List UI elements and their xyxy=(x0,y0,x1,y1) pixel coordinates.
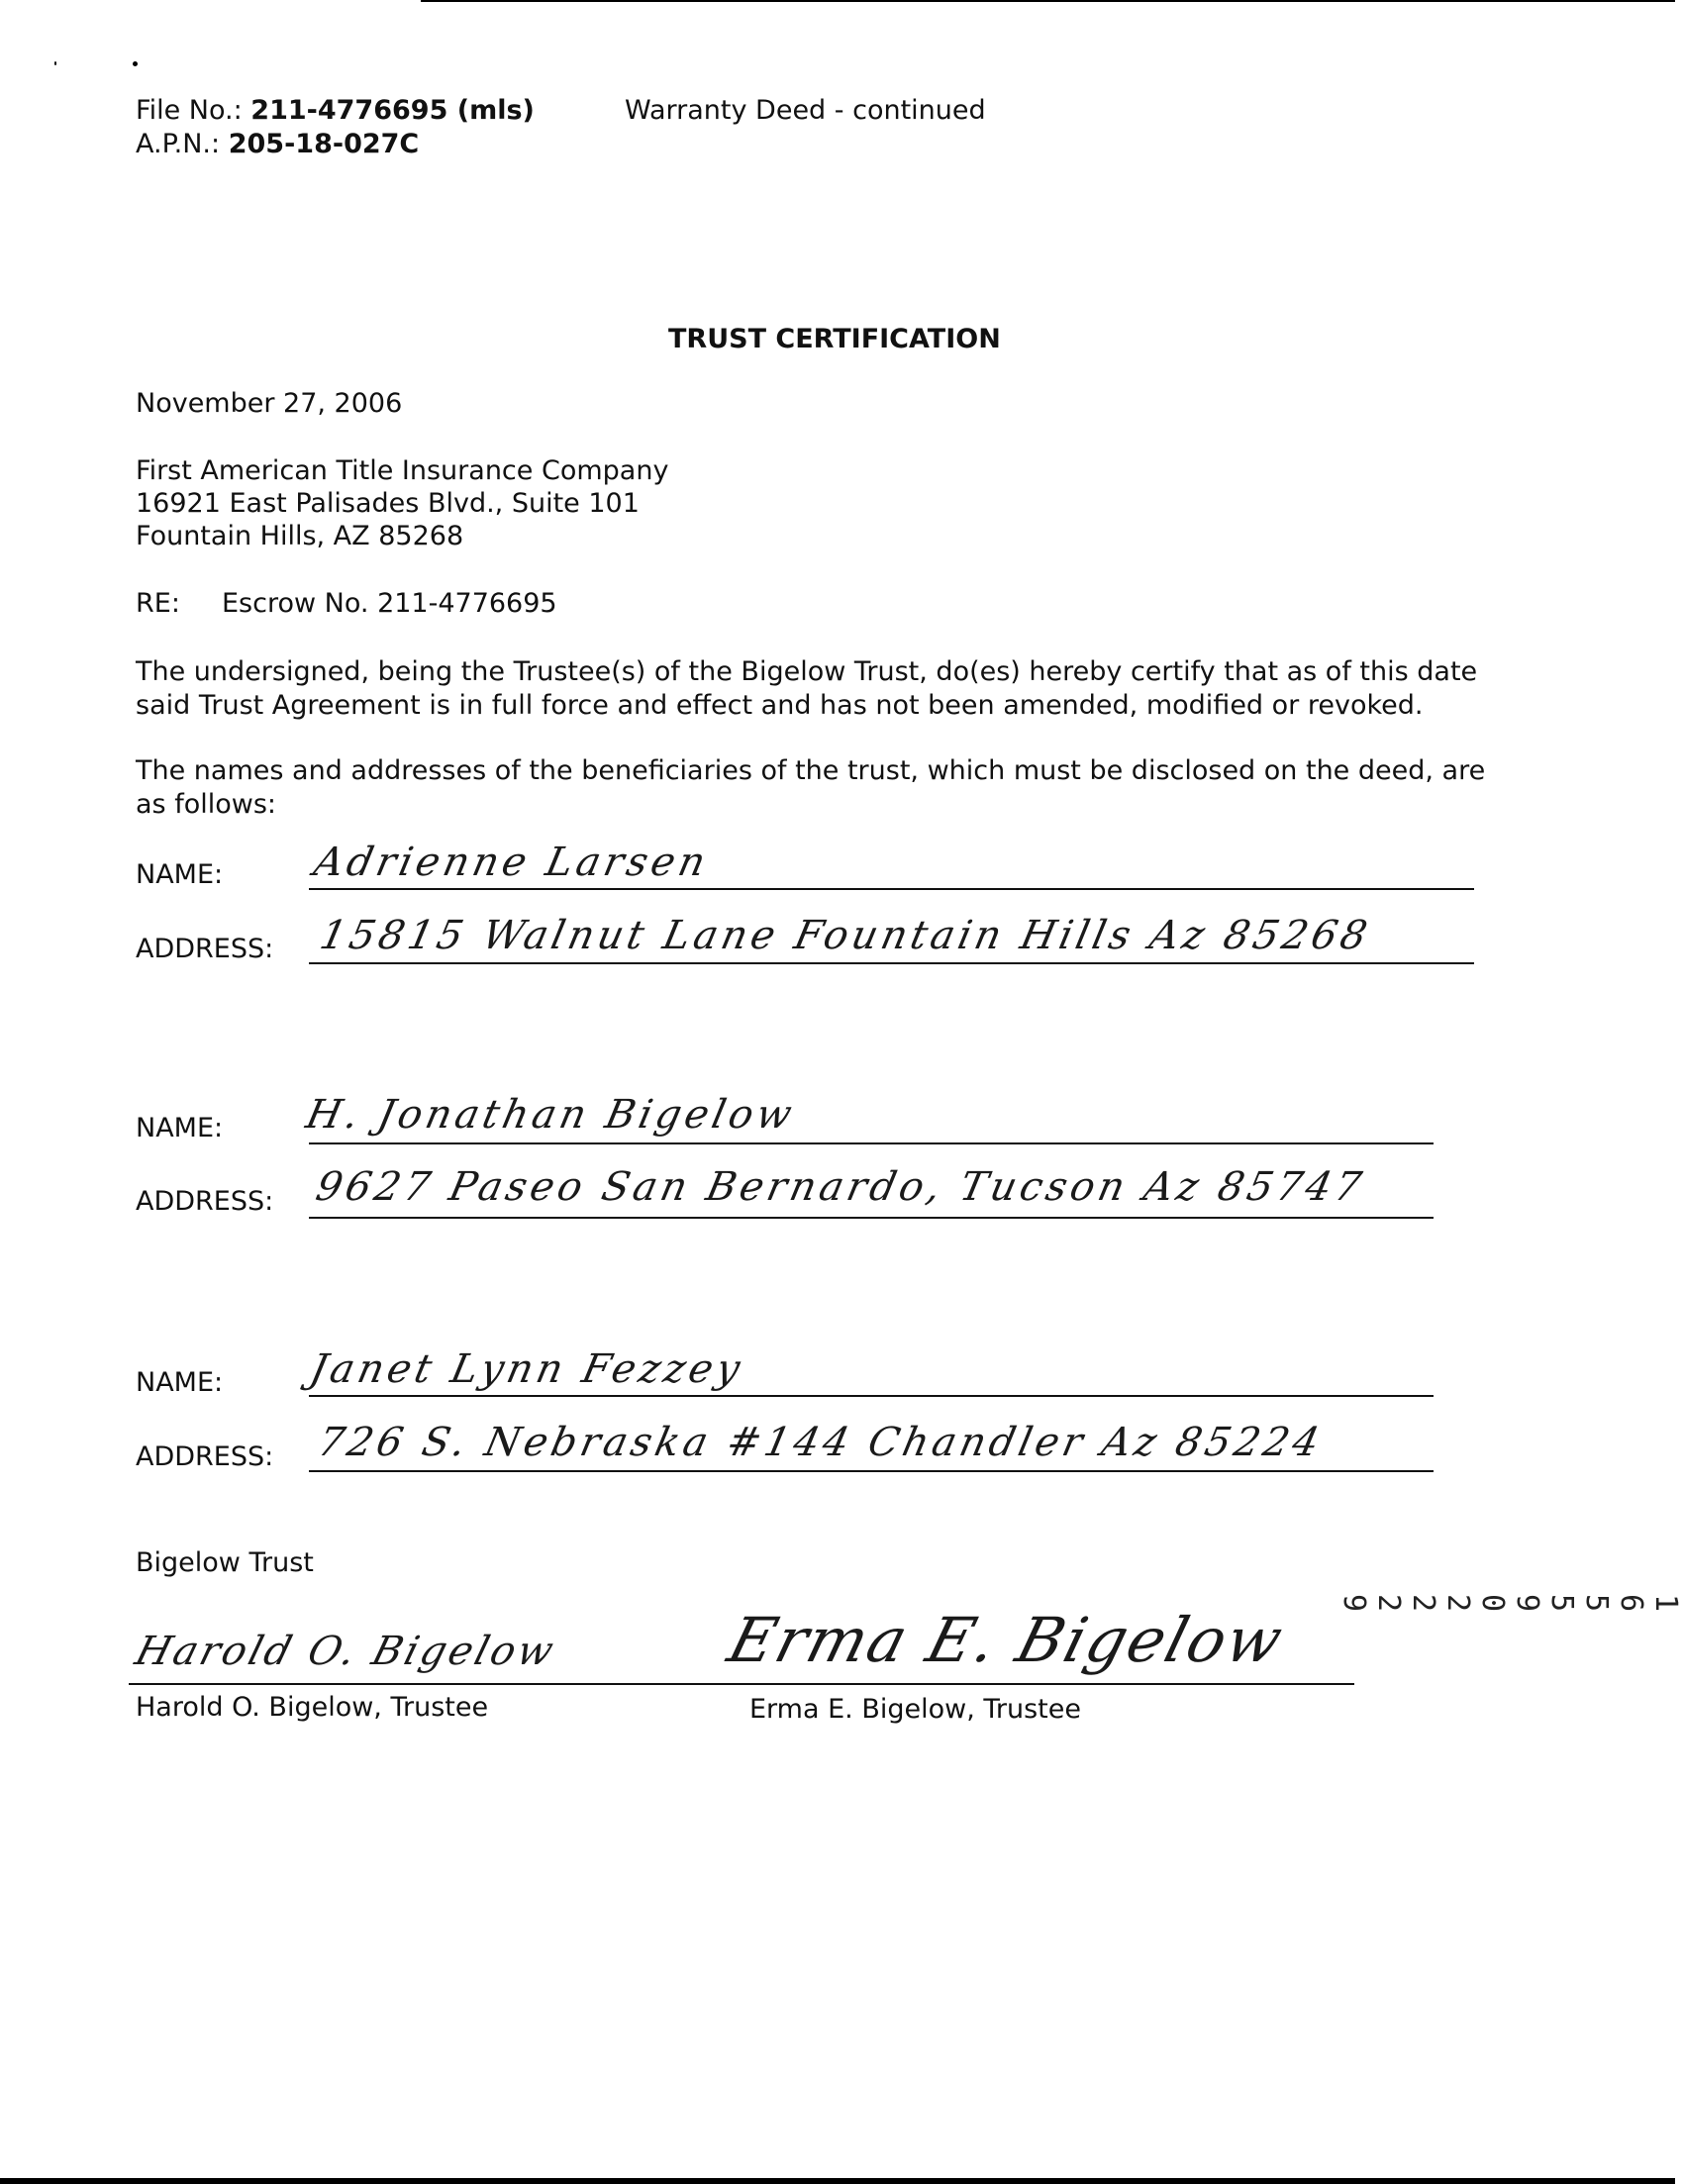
addressee-line-1: First American Title Insurance Company xyxy=(136,455,669,486)
top-edge-rule xyxy=(421,0,1675,2)
page-title: TRUST CERTIFICATION xyxy=(668,324,1001,354)
apn-label: A.P.N.: xyxy=(136,129,221,159)
beneficiaries-intro: The names and addresses of the beneficiaries of the trust, which must be disclosed on the deed, are as follows: xyxy=(136,755,1486,820)
name-label: NAME: xyxy=(136,1113,224,1143)
scan-speck xyxy=(54,61,56,65)
trustee-1-signature: Harold O. Bigelow xyxy=(130,1629,561,1674)
name-label: NAME: xyxy=(136,859,224,890)
beneficiary-name-handwritten: H. Jonathan Bigelow xyxy=(302,1092,800,1138)
document-title: Warranty Deed - continued xyxy=(625,95,986,126)
beneficiary-name-handwritten: Adrienne Larsen xyxy=(310,840,714,885)
beneficiary-name-handwritten: Janet Lynn Fezzey xyxy=(306,1346,748,1392)
addressee-line-3: Fountain Hills, AZ 85268 xyxy=(136,521,464,551)
address-label: ADDRESS: xyxy=(136,1186,274,1217)
trustee-2-signature: Erma E. Bigelow xyxy=(721,1604,1292,1676)
file-number-label: File No.: xyxy=(136,95,243,126)
address-line xyxy=(309,1470,1434,1472)
name-line xyxy=(309,888,1474,890)
apn-number xyxy=(136,129,419,159)
name-line xyxy=(309,1142,1434,1144)
file-number-value: 211-4776695 (mls) xyxy=(250,95,535,126)
trust-name: Bigelow Trust xyxy=(136,1547,314,1578)
address-label: ADDRESS: xyxy=(136,1441,274,1472)
address-label: ADDRESS: xyxy=(136,934,274,964)
re-escrow: Escrow No. 211-4776695 xyxy=(222,588,557,619)
name-line xyxy=(309,1395,1434,1397)
beneficiary-address-handwritten: 9627 Paseo San Bernardo, Tucson Az 85747 xyxy=(312,1164,1369,1210)
scan-speck xyxy=(133,61,138,66)
trustee-2-caption: Erma E. Bigelow, Trustee xyxy=(749,1694,1081,1725)
certification-paragraph: The undersigned, being the Trustee(s) of the Bigelow Trust, do(es) hereby certify that as of this date said Trust Agreement is in full force and effect and has not been amended, modified or revoked. xyxy=(136,656,1478,721)
name-label: NAME: xyxy=(136,1367,224,1398)
re-label: RE: xyxy=(136,588,180,619)
beneficiary-address-handwritten: 15815 Walnut Lane Fountain Hills Az 85268 xyxy=(316,913,1375,958)
address-line xyxy=(309,962,1474,964)
addressee-line-2: 16921 East Palisades Blvd., Suite 101 xyxy=(136,488,640,519)
bottom-edge-rule xyxy=(0,2178,1675,2184)
file-number xyxy=(136,95,535,126)
signature-line xyxy=(129,1683,1354,1685)
address-line xyxy=(309,1217,1434,1219)
trustee-1-caption: Harold O. Bigelow, Trustee xyxy=(136,1692,489,1723)
apn-value: 205-18-027C xyxy=(228,129,420,159)
certification-date: November 27, 2006 xyxy=(136,388,403,419)
recording-number-stamp: 1 6 5 5 9 0 2 2 2 9 xyxy=(1336,1594,1683,1619)
beneficiary-address-handwritten: 726 S. Nebraska #144 Chandler Az 85224 xyxy=(314,1420,1328,1465)
